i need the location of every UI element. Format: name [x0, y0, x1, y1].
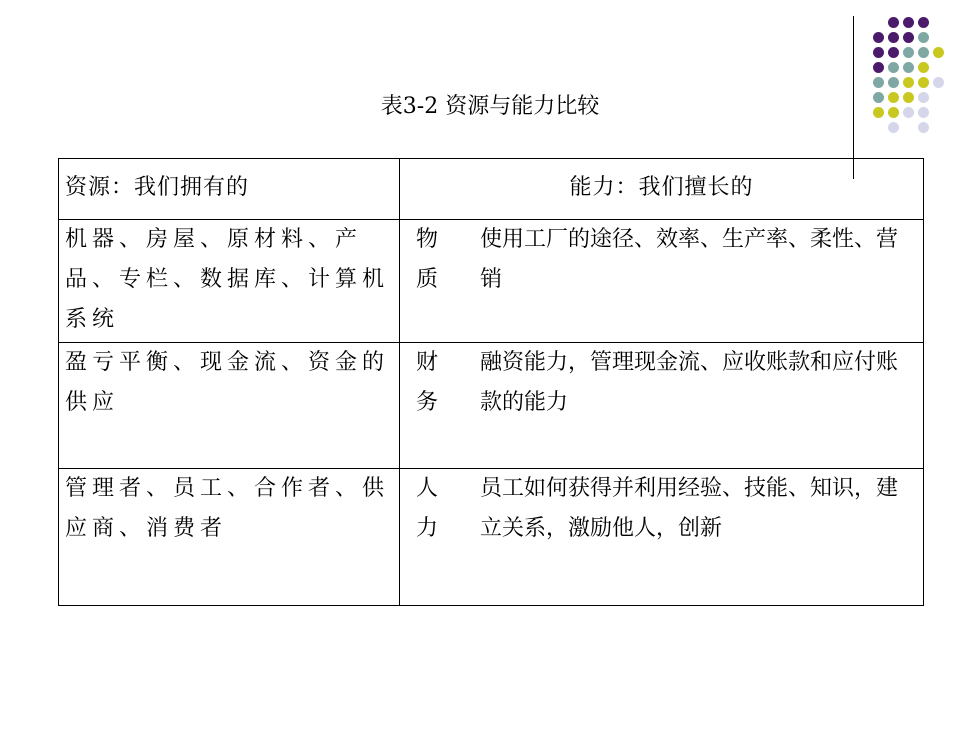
decorative-dot	[888, 107, 899, 118]
row-capability: 使用工厂的途径、效率、生产率、柔性、营销	[480, 227, 899, 292]
decorative-dot	[903, 47, 914, 58]
decorative-dot	[873, 107, 884, 118]
row-capability: 融资能力，管理现金流、应收账款和应付账款的能力	[480, 350, 899, 415]
decorative-dot	[888, 62, 899, 73]
decorative-dot	[918, 77, 929, 88]
row-resources: 盈亏平衡、现金流、资金的供应	[59, 343, 400, 469]
decorative-dot	[903, 77, 914, 88]
table-row	[59, 343, 924, 469]
table-row	[59, 220, 924, 343]
row-resources: 管理者、员工、合作者、供应商、消费者	[59, 469, 400, 606]
decorative-dot	[903, 17, 914, 28]
decorative-dot	[918, 62, 929, 73]
decorative-dot	[888, 32, 899, 43]
decorative-dot	[888, 47, 899, 58]
header-resources: 资源：我们拥有的	[59, 159, 400, 220]
decorative-dot	[903, 107, 914, 118]
decorative-dot	[918, 47, 929, 58]
comparison-table	[58, 158, 924, 606]
decorative-dot	[888, 17, 899, 28]
row-category: 物质	[416, 227, 439, 292]
row-resources: 机器、房屋、原材料、产品、专栏、数据库、计算机系统	[59, 220, 400, 343]
decorative-dot	[873, 47, 884, 58]
row-category: 财务	[416, 350, 439, 415]
decorative-dot	[918, 122, 929, 133]
decorative-dot	[918, 92, 929, 103]
table-row	[59, 469, 924, 606]
decorative-dot	[903, 32, 914, 43]
table-header-row	[59, 159, 924, 220]
decorative-dot	[903, 92, 914, 103]
decorative-dot	[918, 107, 929, 118]
decorative-dot	[888, 122, 899, 133]
header-capabilities: 能力：我们擅长的	[400, 159, 924, 220]
table-title: 表3-2 资源与能力比较	[380, 94, 600, 119]
decorative-dot	[888, 92, 899, 103]
decorative-dot	[873, 92, 884, 103]
row-capability: 员工如何获得并利用经验、技能、知识，建立关系，激励他人，创新	[480, 476, 899, 541]
decorative-dot	[933, 77, 944, 88]
decorative-dot	[918, 32, 929, 43]
decorative-dot	[918, 17, 929, 28]
row-category: 人力	[416, 476, 439, 541]
decorative-dot	[873, 77, 884, 88]
decorative-dot	[873, 62, 884, 73]
decorative-dot	[903, 62, 914, 73]
decorative-dot	[888, 77, 899, 88]
decorative-dot	[933, 47, 944, 58]
decorative-dot	[873, 32, 884, 43]
decorative-vertical-line	[853, 16, 854, 179]
